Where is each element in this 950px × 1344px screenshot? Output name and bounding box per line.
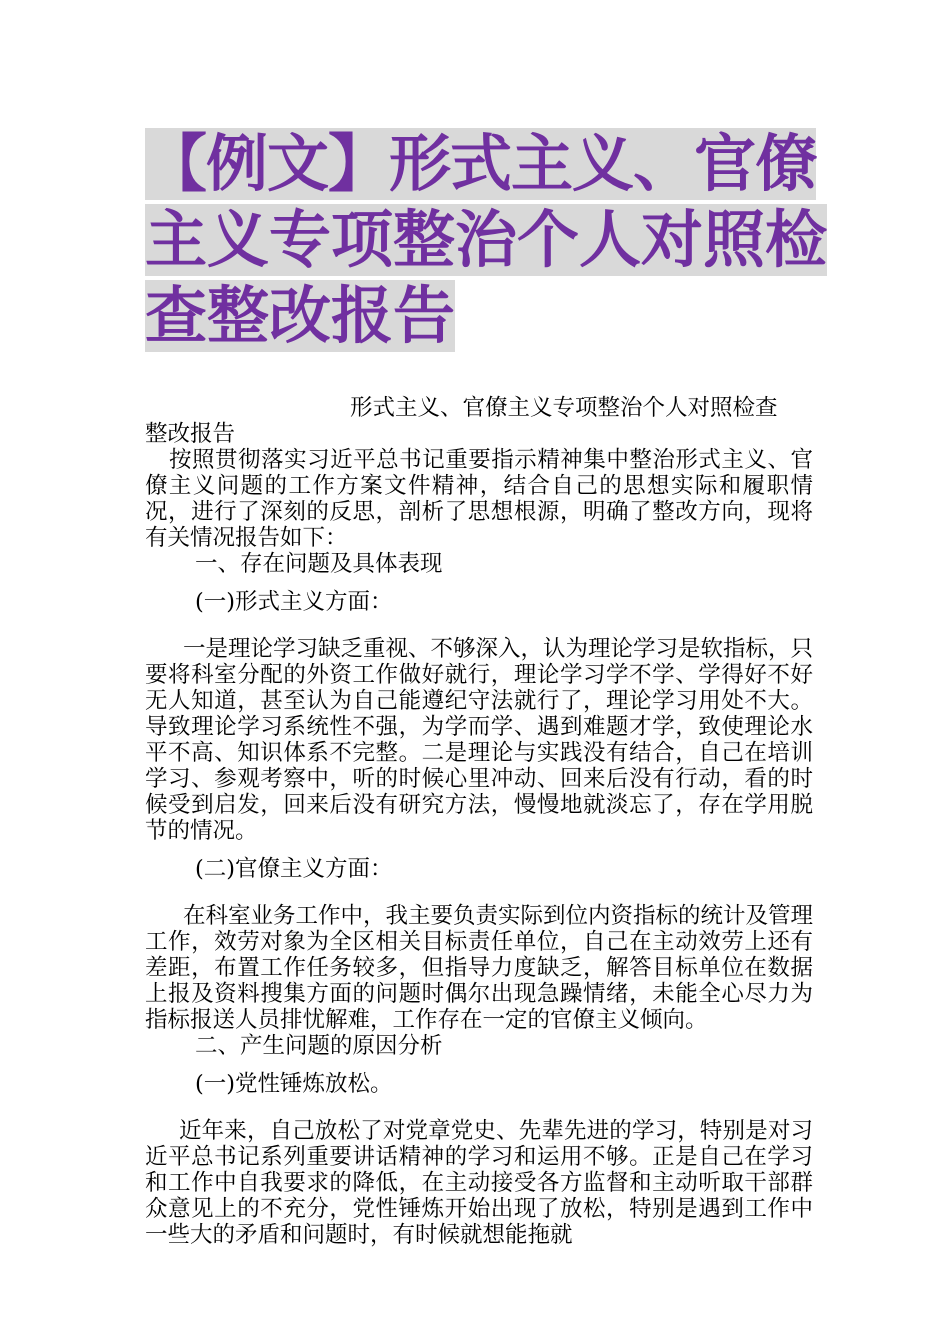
section-1-subheading-1: (一)形式主义方面： [195, 589, 393, 615]
subtitle-line-2: 整改报告 [145, 421, 236, 447]
title-line-1: 【例文】形式主义、官僚 [145, 127, 817, 200]
intro-paragraph: 按照贯彻落实习近平总书记重要指示精神集中整治形式主义、官僚主义问题的工作方案文件精神，结合自己的思想实际和履职情况，进行了深刻的反思，剖析了思想根源，明确了整改方向，现将有关情况报告如下： [145, 447, 813, 551]
section-1-paragraph-2: 在科室业务工作中，我主要负责实际到位内资指标的统计及管理工作，效劳对象为全区相关目标责任单位，自己在主动效劳上还有差距，布置工作任务较多，但指导力度缺乏，解答目标单位在数据上报及资料搜集方面的问题时偶尔出现急躁情绪，未能全心尽力为指标报送人员排忧解难，工作存在一定的官僚主义倾向。 [145, 903, 814, 1033]
section-1-heading: 一、存在问题及具体表现 [195, 551, 443, 577]
document-title [145, 127, 828, 356]
document-body [145, 395, 813, 1248]
section-1-subheading-2: (二)官僚主义方面： [195, 856, 393, 882]
section-2-heading: 二、产生问题的原因分析 [195, 1033, 443, 1059]
section-2-paragraph-1: 近年来，自己放松了对党章党史、先辈先进的学习，特别是对习近平总书记系列重要讲话精神的学习和运用不够。正是自己在学习和工作中自我要求的降低，在主动接受各方监督和主动听取干部群众意见上的不充分，党性锤炼开始出现了放松，特别是遇到工作中一些大的矛盾和问题时，有时候就想能拖就 [145, 1118, 813, 1248]
subtitle-line-1: 形式主义、官僚主义专项整治个人对照检查 [350, 395, 778, 421]
section-2-subheading-1: (一)党性锤炼放松。 [195, 1071, 393, 1097]
title-line-3: 查整改报告 [145, 279, 456, 352]
title-line-2: 主义专项整治个人对照检 [145, 203, 828, 276]
section-1-paragraph-1: 一是理论学习缺乏重视、不够深入，认为理论学习是软指标，只要将科室分配的外资工作做好就行，理论学习学不学、学得好不好无人知道，甚至认为自己能遵纪守法就行了，理论学习用处不大。导致理论学习系统性不强，为学而学、遇到难题才学，致使理论水平不高、知识体系不完整。二是理论与实践没有结合，自己在培训学习、参观考察中，听的时候心里冲动、回来后没有行动，看的时候受到启发，回来后没有研究方法，慢慢地就淡忘了，存在学用脱节的情况。 [145, 636, 814, 844]
